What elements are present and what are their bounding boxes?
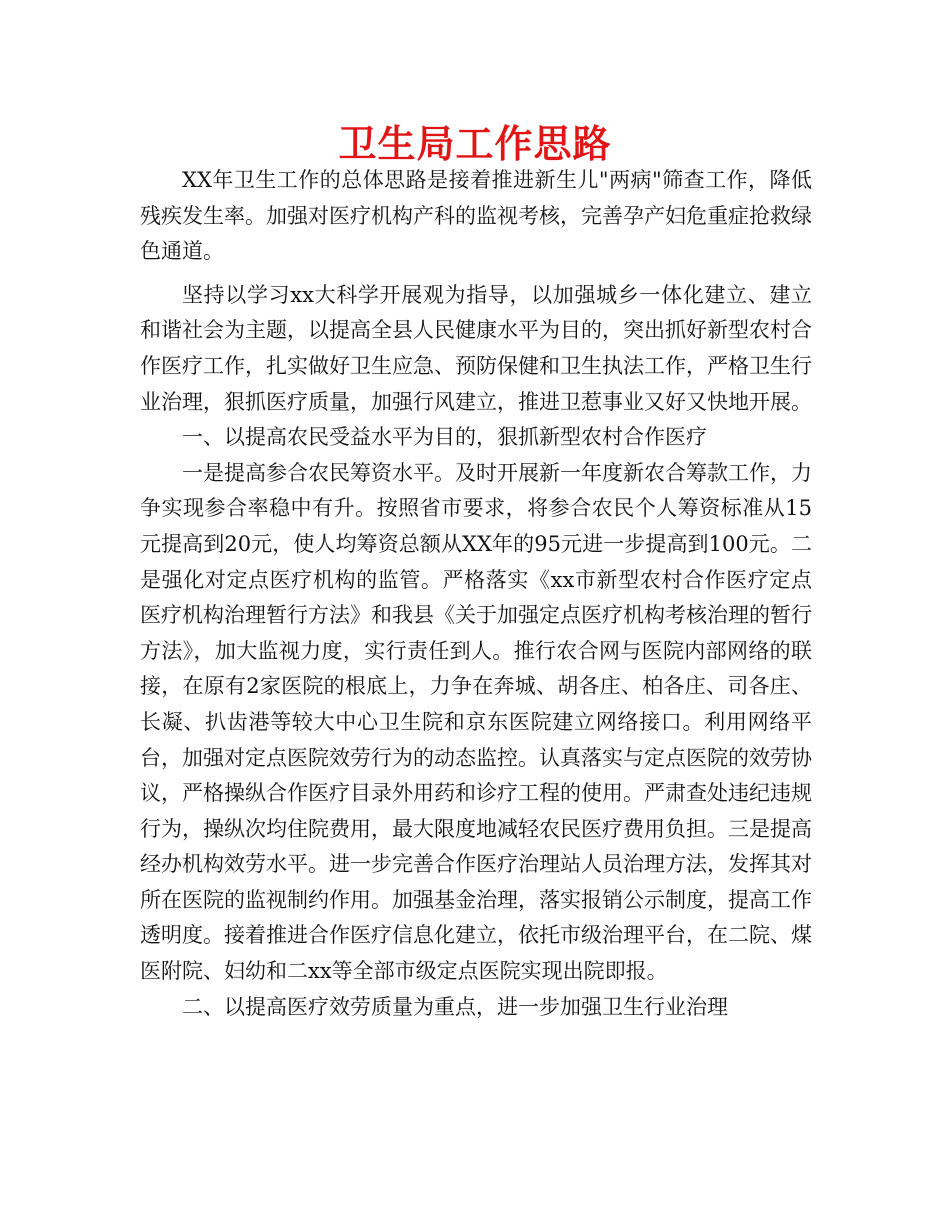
document-body	[140, 163, 812, 1025]
section-heading-2: 二、以提高医疗效劳质量为重点，进一步加强卫生行业治理	[182, 994, 728, 1019]
paragraph-guiding-principle: 坚持以学习xx大科学开展观为指导，以加强城乡一体化建立、建立和谐社会为主题，以提高全县人民健康水平为目的，突出抓好新型农村合作医疗工作，扎实做好卫生应急、预防保健和卫生执法工作，严格卫生行业治理，狠抓医疗质量，加强行风建立，推进卫惹事业又好又快地开展。	[140, 282, 812, 414]
section-heading-1: 一、以提高农民受益水平为目的，狠抓新型农村合作医疗	[182, 425, 707, 450]
paragraph-overview: XX年卫生工作的总体思路是接着推进新生儿"两病"筛查工作，降低残疾发生率。加强对医疗机构产科的监视考核，完善孕产妇危重症抢救绿色通道。	[140, 168, 812, 264]
paragraph-rural-cooperative-medical: 一是提高参合农民筹资水平。及时开展新一年度新农合筹款工作，力争实现参合率稳中有升。按照省市要求，将参合农民个人筹资标准从15元提高到20元，使人均筹资总额从XX年的95元进一步提高到100元。二是强化对定点医疗机构的监管。严格落实《xx市新型农村合作医疗定点医疗机构治理暂行方法》和我县《关于加强定点医疗机构考核治理的暂行方法》，加大监视力度，实行责任到人。推行农合网与医院内部网络的联接，在原有2家医院的根底上，力争在奔城、胡各庄、柏各庄、司各庄、长凝、扒齿港等较大中心卫生院和京东医院建立网络接口。利用网络平台，加强对定点医院效劳行为的动态监控。认真落实与定点医院的效劳协议，严格操纵合作医疗目录外用药和诊疗工程的使用。严肃查处违纪违规行为，操纵次均住院费用，最大限度地减轻农民医疗费用负担。三是提高经办机构效劳水平。进一步完善合作医疗治理站人员治理方法，发挥其对所在医院的监视制约作用。加强基金治理，落实报销公示制度，提高工作透明度。接着推进合作医疗信息化建立，依托市级治理平台，在二院、煤医附院、妇幼和二xx等全部市级定点医院实现出院即报。	[140, 460, 812, 984]
document-title: 卫生局工作思路	[338, 122, 612, 166]
